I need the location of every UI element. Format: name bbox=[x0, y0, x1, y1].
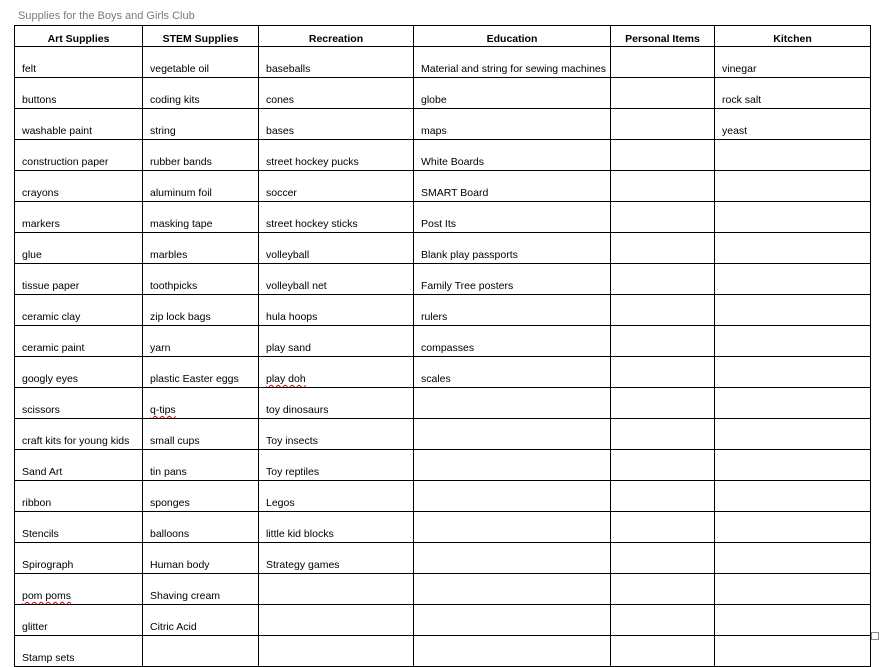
cell-text: globe bbox=[421, 94, 447, 106]
art-supplies-cell[interactable] bbox=[15, 140, 143, 171]
cell-text: soccer bbox=[266, 187, 297, 199]
cell-text: yeast bbox=[722, 125, 748, 137]
education-cell[interactable] bbox=[414, 543, 611, 574]
stem-supplies-cell[interactable] bbox=[143, 233, 259, 264]
personal-items-cell[interactable] bbox=[611, 512, 715, 543]
table-row bbox=[15, 605, 871, 636]
stem-supplies-cell[interactable] bbox=[143, 419, 259, 450]
table-resize-handle[interactable] bbox=[871, 632, 879, 640]
cell-text: street hockey sticks bbox=[266, 218, 358, 230]
recreation-cell[interactable] bbox=[259, 326, 414, 357]
kitchen-cell[interactable] bbox=[715, 543, 871, 574]
cell-text: Toy insects bbox=[266, 435, 318, 447]
cell-text: street hockey pucks bbox=[266, 156, 359, 168]
table-row bbox=[15, 295, 871, 326]
education-cell[interactable] bbox=[414, 605, 611, 636]
recreation-cell[interactable] bbox=[259, 481, 414, 512]
personal-items-cell[interactable] bbox=[611, 140, 715, 171]
cell-text: White Boards bbox=[421, 156, 485, 168]
art-supplies-cell[interactable] bbox=[15, 512, 143, 543]
recreation-cell[interactable] bbox=[259, 605, 414, 636]
supplies-table bbox=[14, 25, 871, 667]
cell-text: toothpicks bbox=[150, 280, 198, 292]
art-supplies-cell[interactable] bbox=[15, 233, 143, 264]
stem-supplies-cell[interactable] bbox=[143, 171, 259, 202]
education-cell[interactable] bbox=[414, 233, 611, 264]
recreation-cell[interactable] bbox=[259, 357, 414, 388]
cell-text: SMART Board bbox=[421, 187, 489, 199]
cell-text: pom poms bbox=[22, 590, 72, 602]
education-cell[interactable] bbox=[414, 140, 611, 171]
cell-text: volleyball bbox=[266, 249, 310, 261]
recreation-cell[interactable] bbox=[259, 388, 414, 419]
table-row bbox=[15, 202, 871, 233]
cell-text: Strategy games bbox=[266, 559, 340, 571]
cell-text: felt bbox=[22, 63, 37, 75]
art-supplies-cell[interactable] bbox=[15, 202, 143, 233]
cell-text: ceramic clay bbox=[22, 311, 81, 323]
stem-supplies-cell[interactable] bbox=[143, 481, 259, 512]
kitchen-cell[interactable] bbox=[715, 202, 871, 233]
education-cell[interactable] bbox=[414, 388, 611, 419]
cell-text: masking tape bbox=[150, 218, 213, 230]
art-supplies-cell[interactable] bbox=[15, 357, 143, 388]
table-header bbox=[15, 26, 871, 47]
table-row bbox=[15, 171, 871, 202]
cell-text: Blank play passports bbox=[421, 249, 518, 261]
personal-items-cell[interactable] bbox=[611, 574, 715, 605]
stem-supplies-cell[interactable] bbox=[143, 47, 259, 78]
recreation-cell[interactable] bbox=[259, 543, 414, 574]
education-cell[interactable] bbox=[414, 512, 611, 543]
cell-text: string bbox=[150, 125, 176, 137]
cell-text: Material and string for sewing machines bbox=[421, 63, 607, 75]
kitchen-cell[interactable] bbox=[715, 357, 871, 388]
cell-text: crayons bbox=[22, 187, 59, 199]
cell-text: glue bbox=[22, 249, 42, 261]
cell-text: yarn bbox=[150, 342, 171, 354]
recreation-cell[interactable] bbox=[259, 171, 414, 202]
stem-supplies-cell[interactable] bbox=[143, 605, 259, 636]
cell-text: bases bbox=[266, 125, 295, 137]
cell-text: Stamp sets bbox=[22, 652, 75, 664]
cell-text: washable paint bbox=[22, 125, 93, 137]
cell-text: tissue paper bbox=[22, 280, 80, 292]
cell-text: ceramic paint bbox=[22, 342, 85, 354]
header-personal-items: Personal Items bbox=[611, 26, 715, 47]
cell-text: aluminum foil bbox=[150, 187, 212, 199]
kitchen-cell[interactable] bbox=[715, 264, 871, 295]
table-row bbox=[15, 543, 871, 574]
kitchen-cell[interactable] bbox=[715, 388, 871, 419]
stem-supplies-cell[interactable] bbox=[143, 450, 259, 481]
cell-text: maps bbox=[421, 125, 447, 137]
cell-text: Human body bbox=[150, 559, 210, 571]
personal-items-cell[interactable] bbox=[611, 419, 715, 450]
kitchen-cell[interactable] bbox=[715, 171, 871, 202]
table-row bbox=[15, 47, 871, 78]
cell-text: baseballs bbox=[266, 63, 311, 75]
cell-text: scissors bbox=[22, 404, 60, 416]
cell-text: Shaving cream bbox=[150, 590, 221, 602]
art-supplies-cell[interactable] bbox=[15, 171, 143, 202]
cell-text: plastic Easter eggs bbox=[150, 373, 239, 385]
cell-text: Spirograph bbox=[22, 559, 74, 571]
table-row bbox=[15, 140, 871, 171]
cell-text: construction paper bbox=[22, 156, 109, 168]
table-row bbox=[15, 78, 871, 109]
recreation-cell[interactable] bbox=[259, 47, 414, 78]
art-supplies-cell[interactable] bbox=[15, 605, 143, 636]
table-row bbox=[15, 326, 871, 357]
cell-text: marbles bbox=[150, 249, 188, 261]
education-cell[interactable] bbox=[414, 202, 611, 233]
stem-supplies-cell[interactable] bbox=[143, 202, 259, 233]
cell-text: rock salt bbox=[722, 94, 762, 106]
cell-text: sponges bbox=[150, 497, 190, 509]
cell-text: Stencils bbox=[22, 528, 59, 540]
kitchen-cell[interactable] bbox=[715, 78, 871, 109]
cell-text: play sand bbox=[266, 342, 311, 354]
table-row bbox=[15, 388, 871, 419]
cell-text: googly eyes bbox=[22, 373, 79, 385]
art-supplies-cell[interactable] bbox=[15, 295, 143, 326]
cell-text: Legos bbox=[266, 497, 295, 509]
personal-items-cell[interactable] bbox=[611, 264, 715, 295]
recreation-cell[interactable] bbox=[259, 419, 414, 450]
cell-text: coding kits bbox=[150, 94, 200, 106]
stem-supplies-cell[interactable] bbox=[143, 140, 259, 171]
cell-text: balloons bbox=[150, 528, 190, 540]
stem-supplies-cell[interactable] bbox=[143, 357, 259, 388]
stem-supplies-cell[interactable] bbox=[143, 264, 259, 295]
table-body bbox=[15, 47, 871, 667]
table-row bbox=[15, 450, 871, 481]
cell-text: rulers bbox=[421, 311, 448, 323]
table-row bbox=[15, 419, 871, 450]
education-cell[interactable] bbox=[414, 450, 611, 481]
recreation-cell[interactable] bbox=[259, 78, 414, 109]
stem-supplies-cell[interactable] bbox=[143, 109, 259, 140]
recreation-cell[interactable] bbox=[259, 233, 414, 264]
kitchen-cell[interactable] bbox=[715, 295, 871, 326]
cell-text: compasses bbox=[421, 342, 475, 354]
personal-items-cell[interactable] bbox=[611, 481, 715, 512]
cell-text: volleyball net bbox=[266, 280, 327, 292]
table-row bbox=[15, 264, 871, 295]
personal-items-cell[interactable] bbox=[611, 543, 715, 574]
kitchen-cell[interactable] bbox=[715, 481, 871, 512]
cell-text: play doh bbox=[266, 373, 306, 385]
art-supplies-cell[interactable] bbox=[15, 481, 143, 512]
personal-items-cell[interactable] bbox=[611, 202, 715, 233]
education-cell[interactable] bbox=[414, 264, 611, 295]
document-title: Supplies for the Boys and Girls Club bbox=[18, 10, 195, 22]
personal-items-cell[interactable] bbox=[611, 450, 715, 481]
education-cell[interactable] bbox=[414, 481, 611, 512]
art-supplies-cell[interactable] bbox=[15, 388, 143, 419]
cell-text: vinegar bbox=[722, 63, 757, 75]
cell-text: tin pans bbox=[150, 466, 187, 478]
recreation-cell[interactable] bbox=[259, 109, 414, 140]
education-cell[interactable] bbox=[414, 109, 611, 140]
personal-items-cell[interactable] bbox=[611, 109, 715, 140]
personal-items-cell[interactable] bbox=[611, 78, 715, 109]
personal-items-cell[interactable] bbox=[611, 295, 715, 326]
cell-text: vegetable oil bbox=[150, 63, 209, 75]
personal-items-cell[interactable] bbox=[611, 605, 715, 636]
header-art-supplies: Art Supplies bbox=[15, 26, 143, 47]
personal-items-cell[interactable] bbox=[611, 47, 715, 78]
cell-text: cones bbox=[266, 94, 295, 106]
cell-text: rubber bands bbox=[150, 156, 212, 168]
art-supplies-cell[interactable] bbox=[15, 47, 143, 78]
art-supplies-cell[interactable] bbox=[15, 78, 143, 109]
cell-text: Post Its bbox=[421, 218, 457, 230]
stem-supplies-cell[interactable] bbox=[143, 543, 259, 574]
education-cell[interactable] bbox=[414, 78, 611, 109]
table-row bbox=[15, 357, 871, 388]
education-cell[interactable] bbox=[414, 357, 611, 388]
recreation-cell[interactable] bbox=[259, 202, 414, 233]
stem-supplies-cell[interactable] bbox=[143, 388, 259, 419]
stem-supplies-cell[interactable] bbox=[143, 574, 259, 605]
education-cell[interactable] bbox=[414, 326, 611, 357]
kitchen-cell[interactable] bbox=[715, 605, 871, 636]
kitchen-cell[interactable] bbox=[715, 109, 871, 140]
cell-text: Family Tree posters bbox=[421, 280, 514, 292]
art-supplies-cell[interactable] bbox=[15, 109, 143, 140]
table-row bbox=[15, 233, 871, 264]
cell-text: craft kits for young kids bbox=[22, 435, 130, 447]
art-supplies-cell[interactable] bbox=[15, 450, 143, 481]
cell-text: ribbon bbox=[22, 497, 52, 509]
art-supplies-cell[interactable] bbox=[15, 326, 143, 357]
kitchen-cell[interactable] bbox=[715, 326, 871, 357]
personal-items-cell[interactable] bbox=[611, 357, 715, 388]
cell-text: buttons bbox=[22, 94, 57, 106]
header-kitchen: Kitchen bbox=[715, 26, 871, 47]
header-recreation: Recreation bbox=[259, 26, 414, 47]
kitchen-cell[interactable] bbox=[715, 574, 871, 605]
cell-text: Toy reptiles bbox=[266, 466, 320, 478]
personal-items-cell[interactable] bbox=[611, 326, 715, 357]
art-supplies-cell[interactable] bbox=[15, 543, 143, 574]
cell-text: Sand Art bbox=[22, 466, 63, 478]
kitchen-cell[interactable] bbox=[715, 233, 871, 264]
art-supplies-cell[interactable] bbox=[15, 574, 143, 605]
recreation-cell[interactable] bbox=[259, 450, 414, 481]
kitchen-cell[interactable] bbox=[715, 47, 871, 78]
cell-text: zip lock bags bbox=[150, 311, 211, 323]
personal-items-cell[interactable] bbox=[611, 171, 715, 202]
cell-text: scales bbox=[421, 373, 451, 385]
table-row bbox=[15, 481, 871, 512]
recreation-cell[interactable] bbox=[259, 140, 414, 171]
stem-supplies-cell[interactable] bbox=[143, 78, 259, 109]
cell-text: markers bbox=[22, 218, 60, 230]
education-cell[interactable] bbox=[414, 295, 611, 326]
education-cell[interactable] bbox=[414, 574, 611, 605]
cell-text: small cups bbox=[150, 435, 200, 447]
table-row bbox=[15, 109, 871, 140]
stem-supplies-cell[interactable] bbox=[143, 326, 259, 357]
cell-text: little kid blocks bbox=[266, 528, 334, 540]
table-row bbox=[15, 574, 871, 605]
kitchen-cell[interactable] bbox=[715, 419, 871, 450]
personal-items-cell[interactable] bbox=[611, 233, 715, 264]
personal-items-cell[interactable] bbox=[611, 388, 715, 419]
header-stem-supplies: STEM Supplies bbox=[143, 26, 259, 47]
recreation-cell[interactable] bbox=[259, 264, 414, 295]
cell-text: Citric Acid bbox=[150, 621, 197, 633]
stem-supplies-cell[interactable] bbox=[143, 512, 259, 543]
kitchen-cell[interactable] bbox=[715, 140, 871, 171]
table-row bbox=[15, 512, 871, 543]
header-education: Education bbox=[414, 26, 611, 47]
recreation-cell[interactable] bbox=[259, 574, 414, 605]
recreation-cell[interactable] bbox=[259, 512, 414, 543]
education-cell[interactable] bbox=[414, 419, 611, 450]
kitchen-cell[interactable] bbox=[715, 512, 871, 543]
art-supplies-cell[interactable] bbox=[15, 264, 143, 295]
education-cell[interactable] bbox=[414, 171, 611, 202]
recreation-cell[interactable] bbox=[259, 295, 414, 326]
cell-text: glitter bbox=[22, 621, 48, 633]
header-row bbox=[15, 26, 871, 47]
education-cell[interactable] bbox=[414, 47, 611, 78]
cell-text: hula hoops bbox=[266, 311, 318, 323]
cell-text: q-tips bbox=[150, 404, 176, 416]
art-supplies-cell[interactable] bbox=[15, 419, 143, 450]
kitchen-cell[interactable] bbox=[715, 450, 871, 481]
stem-supplies-cell[interactable] bbox=[143, 295, 259, 326]
cell-text: toy dinosaurs bbox=[266, 404, 329, 416]
